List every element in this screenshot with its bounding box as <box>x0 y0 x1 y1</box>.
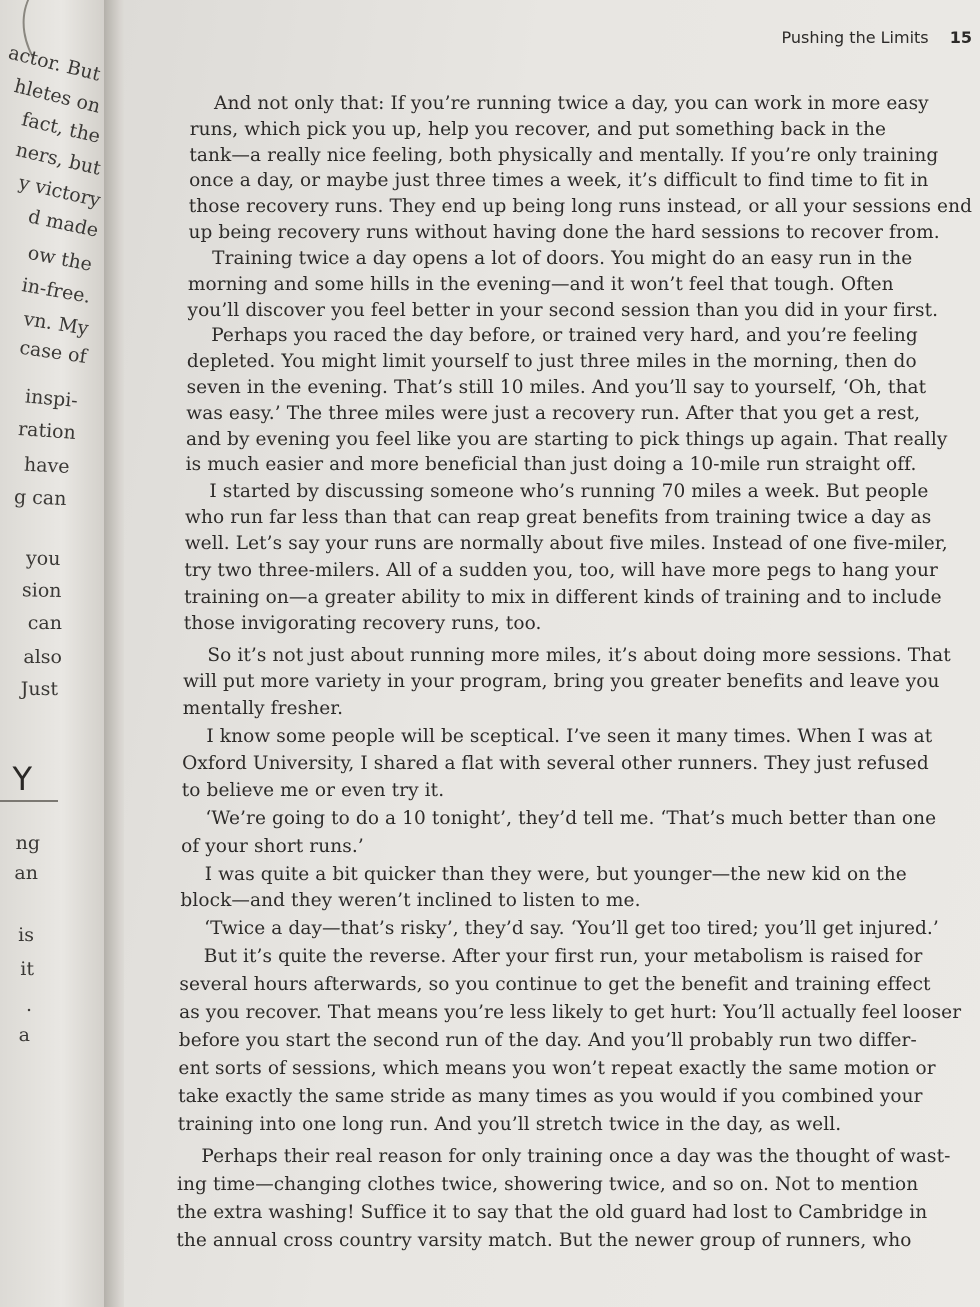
left-page-text-fragment: . <box>25 994 32 1016</box>
left-page-text-fragment: have <box>23 453 71 478</box>
body-text-line: training on—a greater ability to mix in different kinds of training and to include <box>184 587 942 608</box>
left-page-text-fragment: also <box>23 646 62 668</box>
body-text-line: before you start the second run of the day. And you’ll probably run two differ- <box>178 1030 917 1051</box>
left-page-text-fragment: is <box>18 924 34 946</box>
left-page-text-fragment: ng <box>15 832 40 854</box>
left-facing-page <box>0 0 112 1307</box>
body-text-line: tank—a really nice feeling, both physically and mentally. If you’re only training <box>189 145 939 166</box>
body-text-line: I was quite a bit quicker than they were, but younger—the new kid on the <box>204 864 907 885</box>
body-text-line: as you recover. That means you’re less likely to get hurt: You’ll actually feel looser <box>179 1002 962 1023</box>
body-text-line: those recovery runs. They end up being long runs instead, or all your sessions end <box>188 196 973 217</box>
left-page-text-fragment: an <box>14 862 38 884</box>
running-head <box>781 28 972 47</box>
left-page-text-fragment: inspi- <box>24 385 79 412</box>
left-page-text-fragment: sion <box>22 579 63 602</box>
body-text-line: those invigorating recovery runs, too. <box>183 613 542 634</box>
body-text-line: to believe me or even try it. <box>181 780 445 801</box>
body-text-line: the extra washing! Suffice it to say that the old guard had lost to Cambridge in <box>176 1202 928 1223</box>
right-page <box>124 0 980 1307</box>
body-text-line: you’ll discover you feel better in your second session than you did in your first. <box>187 300 939 321</box>
body-text-line: Perhaps you raced the day before, or trained very hard, and you’re feeling <box>211 325 918 346</box>
body-text-line: But it’s quite the reverse. After your first run, your metabolism is raised for <box>203 946 923 967</box>
body-text-line: once a day, or maybe just three times a week, it’s difficult to find time to fit in <box>189 170 929 191</box>
left-page-text-fragment: ners, but <box>13 138 103 180</box>
body-text-line: will put more variety in your program, bring you greater benefits and leave you <box>183 671 940 692</box>
running-head-title: Pushing the Limits <box>781 28 929 47</box>
left-page-text-fragment: Just <box>20 678 58 700</box>
body-text-line: ‘We’re going to do a 10 tonight’, they’d tell me. ‘That’s much better than one <box>205 808 937 829</box>
body-text-line: And not only that: If you’re running twice a day, you can work in more easy <box>214 93 929 114</box>
body-text-line: of your short runs.’ <box>181 836 364 857</box>
left-page-text-fragment: vn. My <box>21 307 90 340</box>
body-text-line: morning and some hills in the evening—and it won’t feel that tough. Often <box>187 274 894 295</box>
body-text-line: try two three-milers. All of a sudden you, too, will have more pegs to hang your <box>184 560 938 581</box>
left-page-text-fragment: a <box>18 1024 30 1046</box>
body-text-line: training into one long run. And you’ll stretch twice in the day, as well. <box>177 1114 842 1135</box>
left-page-text-fragment: you <box>25 547 61 570</box>
left-page-text-fragment: y victory <box>16 171 103 212</box>
left-page-text-fragment: can <box>27 612 62 634</box>
body-text-line: mentally fresher. <box>182 698 344 719</box>
left-page-text-fragment: in-free. <box>19 274 92 308</box>
body-text-line: Oxford University, I shared a flat with several other runners. They just refused <box>182 753 929 774</box>
left-page-text-fragment: g can <box>13 486 67 510</box>
left-page-rule <box>0 800 58 802</box>
page-number: 15 <box>949 28 972 47</box>
left-page-text-fragment: case of <box>17 336 88 368</box>
left-page-text-fragment: d made <box>26 205 101 242</box>
body-text-line: was easy.’ The three miles were just a recovery run. After that you get a rest, <box>186 403 921 424</box>
body-text-line: Training twice a day opens a lot of doors. You might do an easy run in the <box>212 248 913 269</box>
left-page-text-fragment: fact, the <box>19 108 103 148</box>
body-text-line: is much easier and more beneficial than just doing a 10-mile run straight off. <box>185 454 917 475</box>
body-text-line: and by evening you feel like you are starting to pick things up again. That really <box>185 429 948 450</box>
left-page-text-fragment: hletes on <box>12 75 103 118</box>
left-page-text-fragment: actor. But <box>6 41 103 86</box>
body-text-line: depleted. You might limit yourself to just three miles in the morning, then do <box>186 351 917 372</box>
body-text-line: So it’s not just about running more miles, it’s about doing more sessions. That <box>207 645 951 666</box>
left-page-text-fragment: it <box>20 958 34 980</box>
body-text-line: well. Let’s say your runs are normally about five miles. Instead of one five-miler, <box>184 533 948 554</box>
body-text-line: take exactly the same stride as many times as you would if you combined your <box>178 1086 923 1107</box>
body-text-line: runs, which pick you up, help you recover, and put something back in the <box>189 119 887 140</box>
left-page-text-fragment: ow the <box>26 241 95 276</box>
body-text-line: several hours afterwards, so you continue to get the benefit and training effect <box>179 974 931 995</box>
body-text-line: ing time—changing clothes twice, showering twice, and so on. Not to mention <box>177 1174 919 1195</box>
body-text-line: who run far less than that can reap great benefits from training twice a day as <box>185 507 932 528</box>
body-text-line: up being recovery runs without having done the hard sessions to recover from. <box>188 222 940 243</box>
body-text-line: Perhaps their real reason for only training once a day was the thought of wast- <box>201 1146 951 1167</box>
left-page-heading-fragment: Y <box>12 760 32 798</box>
body-text-line: ‘Twice a day—that’s risky’, they’d say. ‘You’ll get too tired; you’ll get injured.’ <box>204 918 939 939</box>
body-text-line: ent sorts of sessions, which means you won’t repeat exactly the same motion or <box>178 1058 936 1079</box>
body-text-line: the annual cross country varsity match. But the newer group of runners, who <box>176 1230 912 1251</box>
body-text-line: seven in the evening. That’s still 10 miles. And you’ll say to yourself, ‘Oh, that <box>186 377 927 398</box>
body-text-line: I started by discussing someone who’s running 70 miles a week. But people <box>209 481 929 502</box>
left-page-text-fragment: ration <box>17 417 77 444</box>
body-text-line: block—and they weren’t inclined to listen to me. <box>180 890 641 911</box>
body-text-line: I know some people will be sceptical. I’ve seen it many times. When I was at <box>206 726 933 747</box>
